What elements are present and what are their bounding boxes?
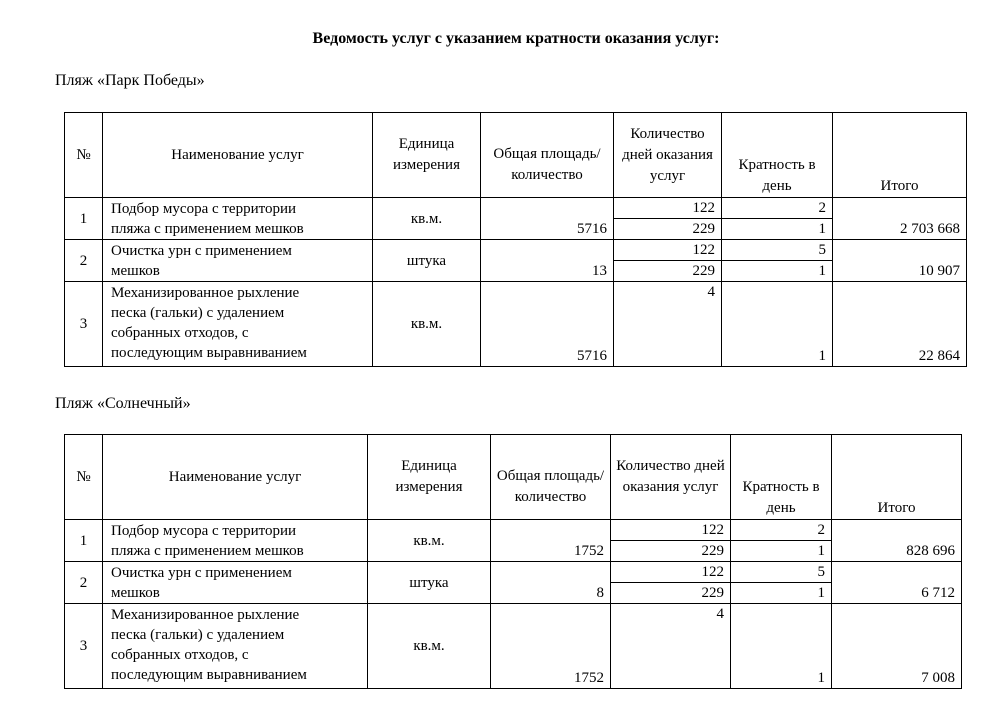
header-name: Наименование услуг [103, 113, 373, 198]
rate-b: 1 [722, 261, 833, 282]
service-name-line: Очистка урн с применением [111, 565, 292, 581]
days-a: 122 [611, 562, 731, 583]
total: 6 712 [832, 562, 962, 604]
unit: штука [368, 562, 491, 604]
days-b: 229 [611, 583, 731, 604]
days-a: 122 [614, 240, 722, 261]
service-name-line: собранных отходов, с [111, 325, 249, 341]
beach-2-table [64, 434, 962, 689]
table-row [65, 282, 967, 367]
service-name [103, 240, 373, 282]
table-row [65, 240, 967, 261]
days: 4 [614, 282, 722, 367]
header-days: Количество дней оказания услуг [611, 435, 731, 520]
table-row [65, 604, 962, 689]
row-num: 3 [65, 282, 103, 367]
area: 5716 [481, 282, 614, 367]
service-name-line: пляжа с применением мешков [111, 543, 304, 559]
header-rate: Кратность в день [731, 435, 832, 520]
days-a: 122 [611, 520, 731, 541]
header-name: Наименование услуг [103, 435, 368, 520]
header-unit: Единица измерения [368, 435, 491, 520]
service-name-line: песка (гальки) с удалением [111, 627, 285, 643]
rate: 1 [722, 282, 833, 367]
table-row [65, 198, 967, 219]
service-name-line: Подбор мусора с территории [111, 523, 297, 539]
total: 828 696 [832, 520, 962, 562]
rate: 1 [731, 604, 832, 689]
service-name-line: последующим выравниванием [111, 345, 307, 361]
area: 1752 [491, 604, 611, 689]
service-name-line: мешков [111, 263, 160, 279]
document-title: Ведомость услуг с указанием кратности оказания услуг: [312, 30, 720, 47]
rate-b: 1 [731, 583, 832, 604]
table-header-row [65, 435, 962, 520]
header-total: Итого [832, 435, 962, 520]
service-name-line: мешков [111, 585, 160, 601]
unit: кв.м. [368, 604, 491, 689]
table-row [65, 520, 962, 541]
unit: кв.м. [373, 198, 481, 240]
area: 1752 [491, 520, 611, 562]
days-b: 229 [614, 219, 722, 240]
area: 5716 [481, 198, 614, 240]
unit: кв.м. [368, 520, 491, 562]
service-name-line: Механизированное рыхление [111, 607, 300, 623]
beach-1-table [64, 112, 967, 367]
header-days: Количество дней оказания услуг [614, 113, 722, 198]
area: 8 [491, 562, 611, 604]
header-total: Итого [833, 113, 967, 198]
area: 13 [481, 240, 614, 282]
beach-1-title: Пляж «Парк Победы» [55, 72, 205, 89]
beach-2-title: Пляж «Солнечный» [55, 395, 191, 412]
total: 10 907 [833, 240, 967, 282]
rate-a: 5 [722, 240, 833, 261]
service-name [103, 282, 373, 367]
rate-a: 2 [722, 198, 833, 219]
service-name-line: Механизированное рыхление [111, 285, 300, 301]
unit: штука [373, 240, 481, 282]
service-name [103, 520, 368, 562]
service-name [103, 604, 368, 689]
table-header-row [65, 113, 967, 198]
table-row [65, 562, 962, 583]
total: 2 703 668 [833, 198, 967, 240]
rate-b: 1 [731, 541, 832, 562]
row-num: 2 [65, 240, 103, 282]
row-num: 3 [65, 604, 103, 689]
header-num: № [65, 435, 103, 520]
header-unit: Единица измерения [373, 113, 481, 198]
rate-a: 5 [731, 562, 832, 583]
days-a: 122 [614, 198, 722, 219]
row-num: 2 [65, 562, 103, 604]
row-num: 1 [65, 520, 103, 562]
service-name-line: Очистка урн с применением [111, 243, 292, 259]
total: 22 864 [833, 282, 967, 367]
days-b: 229 [614, 261, 722, 282]
rate-b: 1 [722, 219, 833, 240]
service-name-line: Подбор мусора с территории [111, 201, 297, 217]
service-name [103, 562, 368, 604]
service-name-line: последующим выравниванием [111, 667, 307, 683]
total: 7 008 [832, 604, 962, 689]
service-name-line: пляжа с применением мешков [111, 221, 304, 237]
header-area: Общая площадь/ количество [481, 113, 614, 198]
row-num: 1 [65, 198, 103, 240]
rate-a: 2 [731, 520, 832, 541]
unit: кв.м. [373, 282, 481, 367]
service-name [103, 198, 373, 240]
header-area: Общая площадь/ количество [491, 435, 611, 520]
header-num: № [65, 113, 103, 198]
days: 4 [611, 604, 731, 689]
service-name-line: собранных отходов, с [111, 647, 249, 663]
header-rate: Кратность в день [722, 113, 833, 198]
days-b: 229 [611, 541, 731, 562]
service-name-line: песка (гальки) с удалением [111, 305, 285, 321]
